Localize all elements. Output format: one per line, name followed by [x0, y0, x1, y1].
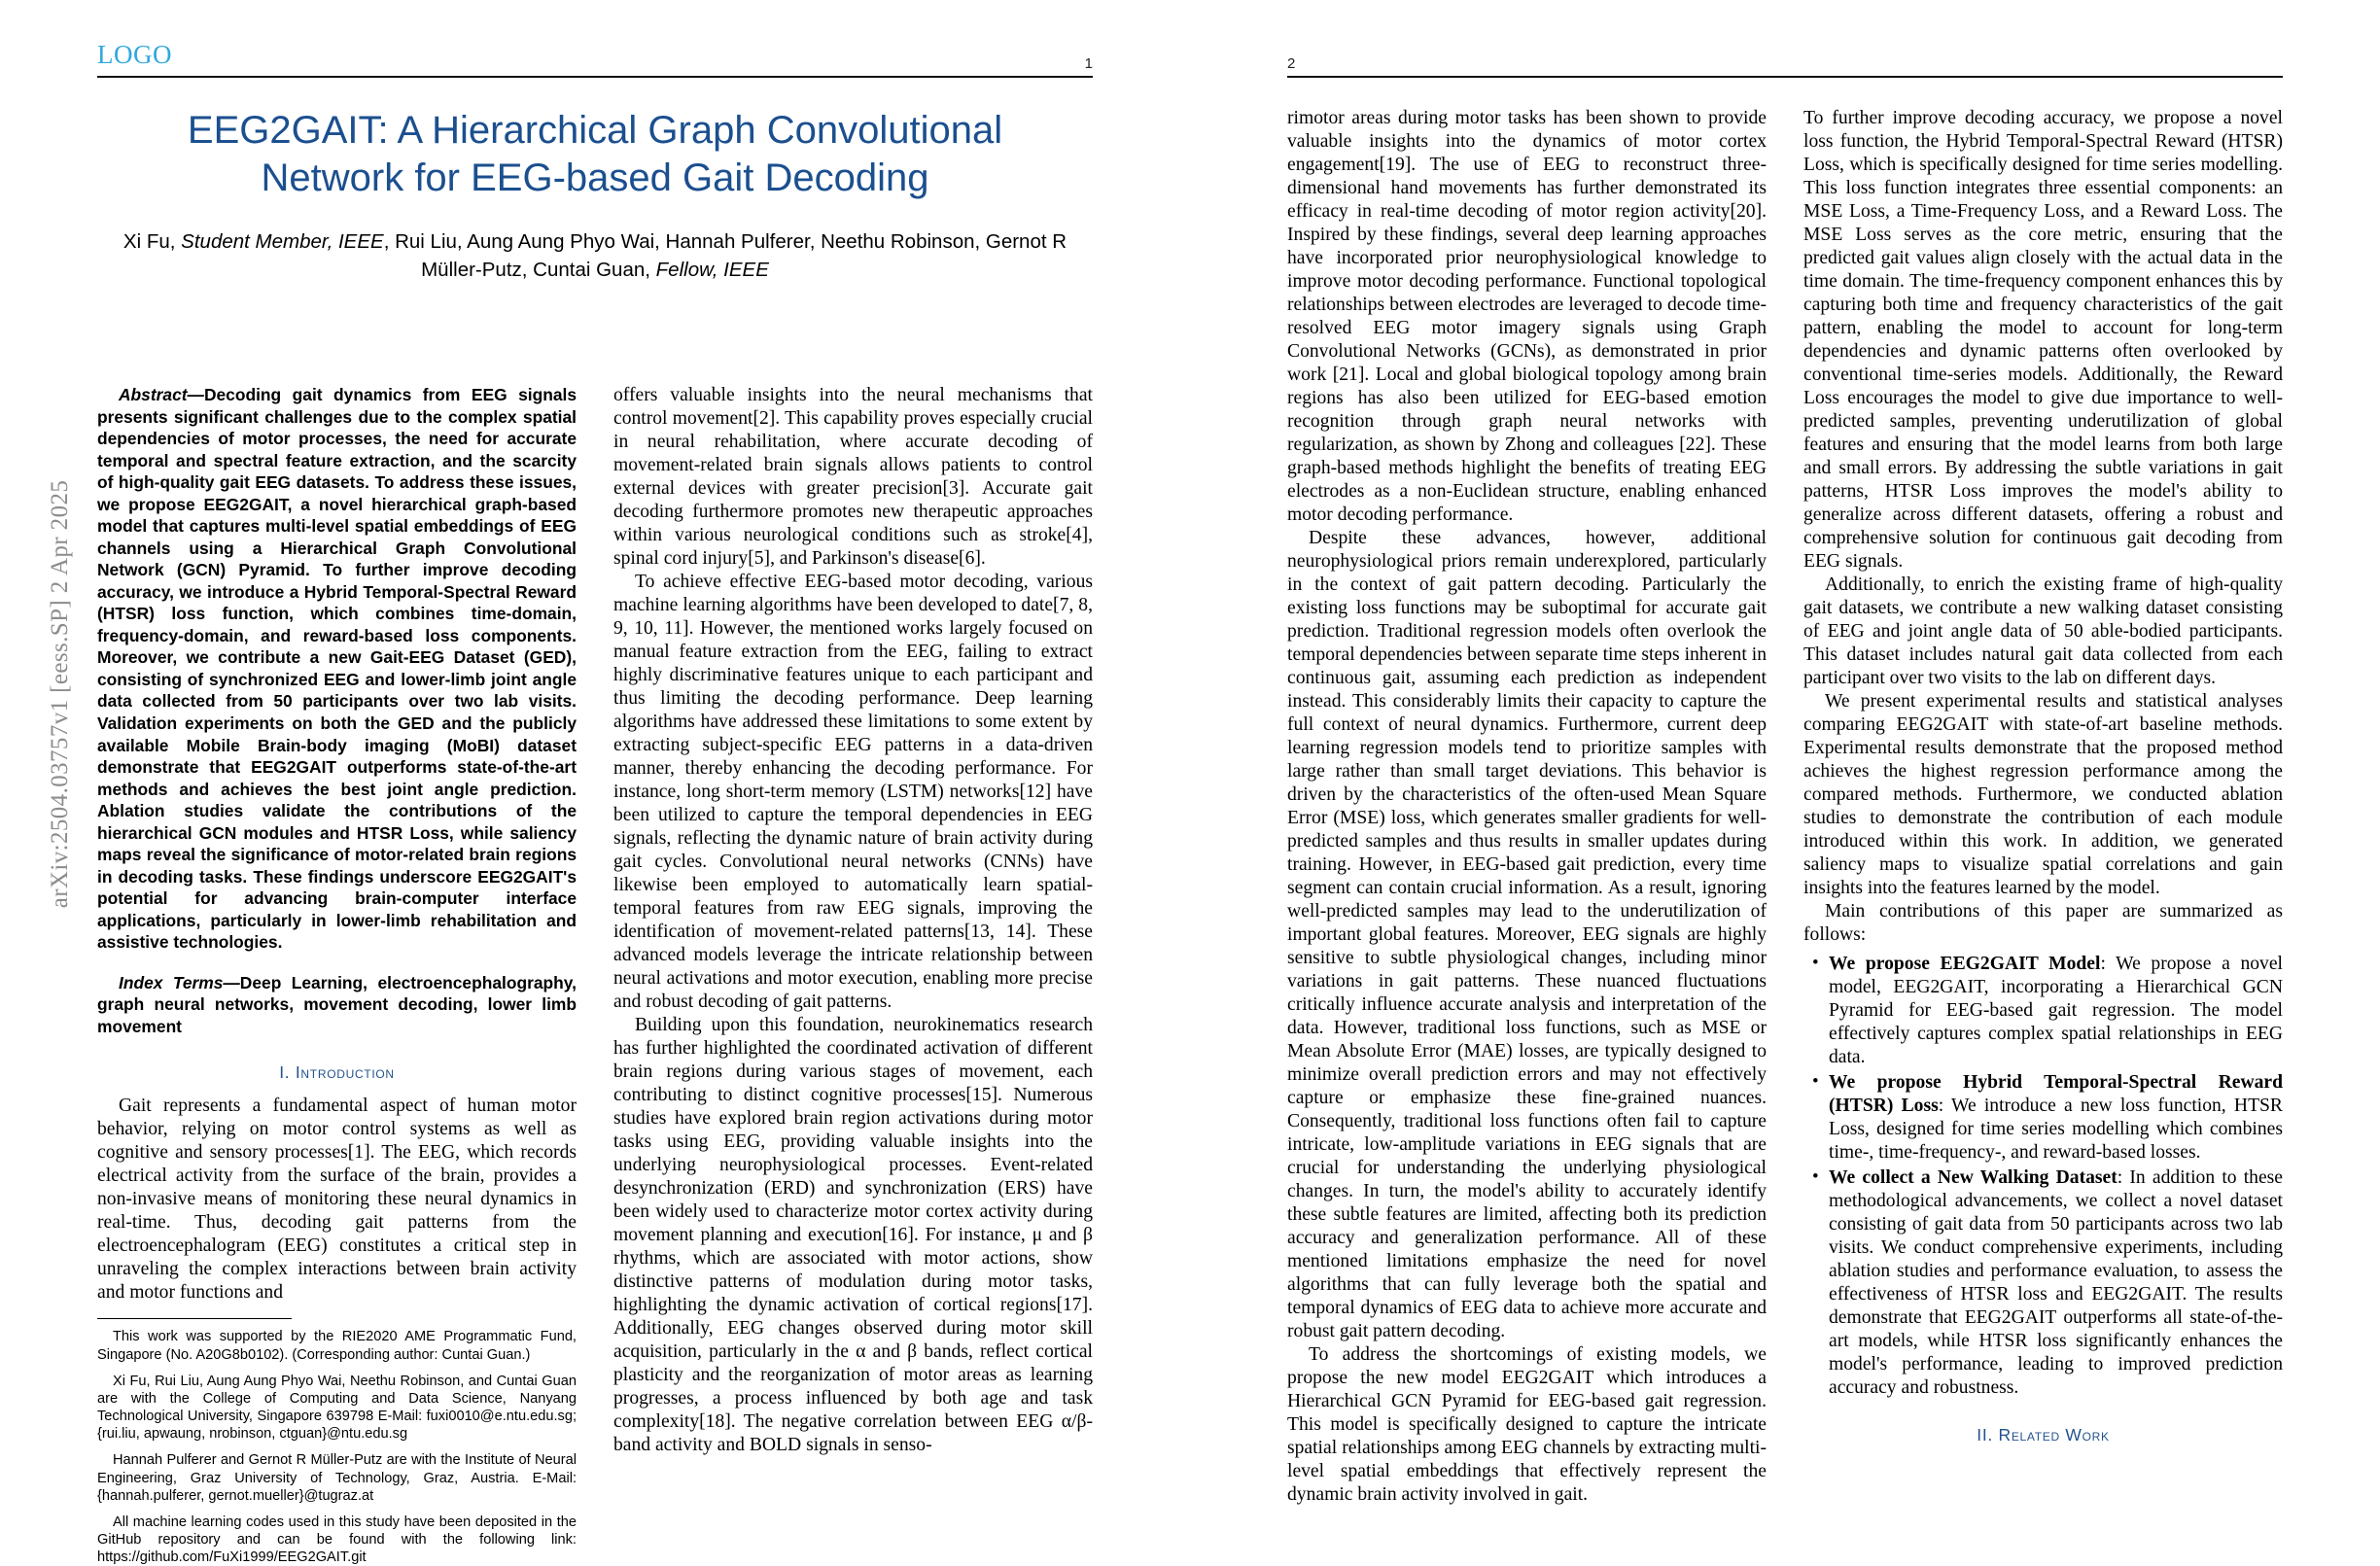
contribution-title-2: We propose Hybrid Temporal-Spectral Reward (HTSR) Loss [1829, 1072, 2283, 1116]
page-1-column-2 [613, 384, 1093, 1481]
footnote-affiliation-graz: Hannah Pulferer and Gernot R Müller-Putz are with the Institute of Neural Engineering, Graz University of Technology, Graz, Austria. E-Mail: {hannah.pulferer, gernot.mueller}@tugraz.at [97, 1452, 577, 1504]
footnote-funding [97, 1328, 577, 1363]
p2col1-paragraph-3: To address the shortcomings of existing models, we propose the new model EEG2GAIT which introduces a Hierarchical GCN Pyramid for EEG-based gait regression. This model is specifically designed to capture the intricate spatial relationships among EEG channels by extracting multi-level spatial embeddings that effectively represent the dynamic brain activity involved in gait. [1287, 1344, 1767, 1505]
page-1-header [97, 39, 1093, 78]
page-2-columns [1287, 107, 2284, 1505]
p2col1-paragraph-1: rimotor areas during motor tasks has been shown to provide valuable insights into the dynamics of motor cortex engagement[19]. The use of EEG to reconstruct three-dimensional hand movements has further demonstrated its efficacy in real-time decoding of motor region activity[20]. Inspired by these findings, several deep learning approaches have incorporated prior neurophysiological knowledge to improve motor decoding performance. Functional topological relationships between electrodes are leveraged to decode time-resolved EEG motor imagery signals using Graph Convolutional Networks (GCNs), as demonstrated in prior work [21]. Local and global biological topology among brain regions has also been utilized for EEG-based emotion recognition through graph neural networks with regularization, as shown by Zhong and colleagues [22]. These graph-based methods highlight the benefits of treating EEG electrodes as a non-Euclidean structure, enabling enhanced motor decoding performance. [1287, 108, 1767, 525]
header-rule [1287, 76, 2283, 78]
intro-paragraph-1: Gait represents a fundamental aspect of human motor behavior, relying on motor control systems as well as cognitive and sensory processes[1]. The EEG, which records electrical activity from the surface of the brain, provides a non-invasive means of monitoring these neural dynamics in real-time. Thus, decoding gait patterns from the electroencephalogram (EEG) constitutes a critical step in unraveling the complex interactions between brain activity and motor functions and [97, 1096, 577, 1304]
index-terms-label: Index Terms— [119, 972, 240, 992]
footnote-code-availability: All machine learning codes used in this study have been deposited in the GitHub repository and can be found with the following link: https://github.com/FuXi1999/EEG2GAIT.git [97, 1514, 577, 1566]
journal-logo: LOGO [97, 40, 172, 69]
page-title: EEG2GAIT: A Hierarchical Graph Convolutional Network for EEG-based Gait Decoding [187, 109, 1003, 200]
section-heading-related-work: II. Related Work [1977, 1425, 2110, 1444]
p2col2-paragraph-4: Main contributions of this paper are summarized as follows: [1803, 901, 2283, 945]
page-2-column-1 [1287, 107, 1767, 1505]
col2-paragraph-2: To achieve effective EEG-based motor decoding, various machine learning algorithms have been developed to date[7, 8, 9, 10, 11]. However, the mentioned works largely focused on manual feature extraction from the EEG, failing to extract highly discriminative features unique to each participant and thus limiting the decoding performance. Deep learning algorithms have addressed these limitations to some extent by extracting subject-specific EEG patterns in a data-driven manner, thereby enhancing the decoding performance. For instance, long short-term memory (LSTM) networks[12] have been utilized to capture the temporal dependencies in EEG signals, reflecting the dynamic nature of brain activity during gait cycles. Convolutional neural networks (CNNs) have likewise been employed to automatically learn spatial-temporal features from raw EEG signals, improving the identification of movement-related patterns[13, 14]. These advanced models leverage the intricate relationship between neural activations and motor execution, enabling more precise and robust decoding of gait patterns. [613, 572, 1093, 1012]
author-segment-2: , Rui Liu, Aung Aung Phyo Wai, Hannah Pulferer, Neethu Robinson, Gernot R Müller-Putz, Cuntai Guan, [383, 230, 1068, 282]
author-role-1: Student Member, IEEE [181, 230, 384, 254]
contribution-text-3: : In addition to these methodological advancements, we collect a novel dataset consisting of gait data from 50 participants across two lab visits. We conduct comprehensive experiments, including ablation studies and performance evaluation, to assess the effectiveness of HTSR loss and EEG2GAIT. The results demonstrate that EEG2GAIT outperforms all state-of-the-art models, while HTSR loss significantly enhances the model's performance, leading to improved prediction accuracy and robustness. [1829, 1167, 2284, 1398]
abstract-text: Decoding gait dynamics from EEG signals presents significant challenges due to the complex spatial dependencies of motor processes, the need for accurate temporal and spectral feature extraction, and the scarcity of high-quality gait EEG datasets. To address these issues, we propose EEG2GAIT, a novel hierarchical graph-based model that captures multi-level spatial embeddings of EEG channels using a Hierarchical Graph Convolutional Network (GCN) Pyramid. To further improve decoding accuracy, we introduce a Hybrid Temporal-Spectral Reward (HTSR) loss function, which combines time-domain, frequency-domain, and reward-based loss components. Moreover, we contribute a new Gait-EEG Dataset (GED), consisting of synchronized EEG and lower-limb joint angle data collected from 50 participants over two lab visits. Validation experiments on both the GED and the publicly available Mobile Brain-body imaging (MoBI) dataset demonstrate that EEG2GAIT outperforms state-of-the-art methods and achieves the best joint angle prediction. Ablation studies validate the contributions of the hierarchical GCN modules and HTSR Loss, while saliency maps reveal the significance of motor-related brain regions in decoding tasks. These findings underscore EEG2GAIT's potential for advancing brain-computer interface applications, particularly in lower-limb rehabilitation and assistive technologies. [97, 385, 577, 953]
list-item [1829, 1071, 2283, 1165]
page-2-column-2 [1803, 107, 2283, 1481]
contribution-text-1: : We propose a novel model, EEG2GAIT, incorporating a Hierarchical GCN Pyramid for EEG-based gait regression. The model effectively captures complex spatial relationships in EEG data. [1829, 954, 2283, 1067]
page-2-folio: 2 [1287, 55, 1296, 72]
list-item [1829, 953, 2283, 1069]
abstract-label: Abstract— [119, 385, 204, 404]
title-block [97, 107, 1093, 285]
author-role-2: Fellow, IEEE [655, 259, 769, 282]
col2-paragraph-1: offers valuable insights into the neural mechanisms that control movement[2]. This capability proves especially crucial in neural rehabilitation, where accurate decoding of movement-related brain signals allows patients to control external devices with greater precision[3]. Accurate gait decoding furthermore promotes new therapeutic approaches within various neurological conditions such as stroke[4], spinal cord injury[5], and Parkinson's disease[6]. [613, 385, 1093, 569]
page-1-folio: 1 [1084, 55, 1093, 72]
index-terms-text: Deep Learning, electroencephalography, graph neural networks, movement decoding, lower limb movement [97, 972, 577, 1036]
p2col2-paragraph-3: We present experimental results and statistical analyses comparing EEG2GAIT with state-of-art baseline methods. Experimental results demonstrate that the proposed method achieves the highest regression performance among the compared methods. Furthermore, we conducted ablation studies to demonstrate the contribution of each module introduced within this work. In addition, we generated saliency maps to visualize spatial correlations and gain insights into the features learned by the model. [1803, 691, 2283, 898]
contribution-text-2: : We introduce a new loss function, HTSR Loss, designed for time series modelling which combines time-, time-frequency-, and reward-based losses. [1829, 1096, 2283, 1163]
abstract-paragraph [97, 384, 577, 954]
p2col2-paragraph-2: Additionally, to enrich the existing frame of high-quality gait datasets, we contribute a new walking dataset consisting of EEG and joint angle data of 50 able-bodied participants. This dataset includes natural gait data collected from each participant over two visits to the lab on different days. [1803, 574, 2283, 688]
p2col1-paragraph-2: Despite these advances, however, additional neurophysiological priors remain underexplored, particularly in the context of gait pattern decoding. Particularly the existing loss functions may be suboptimal for accurate gait prediction. Traditional regression models often overlook the temporal dependencies between separate time steps inherent in continuous gait, assuming each prediction as independent instead. This considerably limits their capacity to capture the full context of neural dynamics. Furthermore, current deep learning regression models tend to prioritize samples with large rather than small target deviations. This behavior is driven by the characteristics of the often-used Mean Square Error (MSE) loss, which generates smaller gradients for well-predicted samples and thus results in smaller updates during training. However, in EEG-based gait prediction, every time segment can contain crucial information. As a result, ignoring well-predicted samples may lead to the underutilization of important global features. Moreover, EEG signals are highly sensitive to subtle physiological changes, including minor variations in gait patterns. These nuanced fluctuations critically influence accurate analysis and interpretation of the data. However, traditional loss functions, such as MSE or Mean Absolute Error (MAE) losses, are typically designed to minimize overall prediction errors and may not effectively capture or emphasize these fine-grained nuances. Consequently, traditional loss functions often fail to capture intricate, low-amplitude variations in EEG signals that are crucial for understanding the underlying physiological changes. In turn, the model's ability to accurately identify these subtle features are limited, affecting both its prediction accuracy and generalization performance. All of these mentioned limitations emphasize the need for novel algorithms that can fully leverage both the spatial and temporal dynamics of EEG data to achieve more accurate and robust gait pattern decoding. [1287, 528, 1767, 1341]
header-rule [97, 76, 1093, 78]
page-1-column-1 [97, 384, 577, 1566]
author-segment-1: Xi Fu, [122, 230, 182, 254]
page-2-header [1287, 39, 2283, 78]
list-item [1829, 1166, 2283, 1400]
col2-paragraph-3: Building upon this foundation, neurokinematics research has further highlighted the coordinated activation of different brain regions during various stages of movement, each contributing to distinct cognitive processes[15]. Numerous studies have explored brain region activations during motor tasks using EEG, providing valuable insights into the underlying neurophysiological processes. Event-related desynchronization (ERD) and synchronization (ERS) have been widely used to characterize motor cortex activity during movement planning and execution[16]. For instance, μ and β rhythms, which are associated with motor actions, show distinctive patterns of modulation during motor tasks, highlighting the dynamic activation of cortical regions[17]. Additionally, EEG changes observed during motor skill acquisition, particularly in the α and β bands, reflect cortical plasticity and the reorganization of motor areas as learning progresses, a process influenced by both age and task complexity[18]. The negative correlation between EEG α/β-band activity and BOLD signals in senso- [613, 1015, 1093, 1455]
footnote-separator [97, 1318, 292, 1319]
contributions-list [1803, 953, 2283, 1400]
contribution-title-3: We collect a New Walking Dataset [1829, 1167, 2118, 1188]
author-list [97, 227, 1093, 284]
footnote-affiliation-ntu: Xi Fu, Rui Liu, Aung Aung Phyo Wai, Neethu Robinson, and Cuntai Guan are with the College of Computing and Data Science, Nanyang Technological University, Singapore 639798 E-Mail: fuxi0010@e.ntu.edu.sg; {rui.liu, apwaung, nrobinson, ctguan}@ntu.edu.sg [97, 1373, 577, 1443]
index-terms-paragraph [97, 972, 577, 1038]
footnote-funding-text: This work was supported by the RIE2020 AME Programmatic Fund, Singapore (No. A20G8b0102). (Corresponding author: Cuntai Guan.) [97, 1329, 577, 1363]
page-2 [1190, 0, 2380, 1540]
arxiv-stamp: arXiv:2504.03757v1 [eess.SP] 2 Apr 2025 [47, 479, 73, 909]
contribution-title-1: We propose EEG2GAIT Model [1829, 954, 2101, 974]
section-heading-introduction: I. Introduction [279, 1062, 395, 1083]
page-1-columns [97, 384, 1093, 1566]
p2col2-paragraph-1: To further improve decoding accuracy, we propose a novel loss function, the Hybrid Temporal-Spectral Reward (HTSR) Loss, which is specifically designed for time series modelling. This loss function integrates three essential components: an MSE Loss, a Time-Frequency Loss, and a Reward Loss. The MSE Loss serves as the core metric, ensuring that the predicted gait values align closely with the actual data in the time domain. The time-frequency component enhances this by capturing both time and frequency characteristics of the gait pattern, enabling the model to account for long-term dependencies and dynamic patterns often overlooked by conventional time-series models. Additionally, the Reward Loss encourages the model to give due importance to well-predicted samples, preventing underutilization of global features and ensuring that the model learns from both large and small errors. By addressing the subtle variations in gait patterns, HTSR Loss improves the model's ability to generalize across different datasets, offering a robust and comprehensive solution for continuous gait decoding from EEG signals. [1803, 108, 2283, 572]
